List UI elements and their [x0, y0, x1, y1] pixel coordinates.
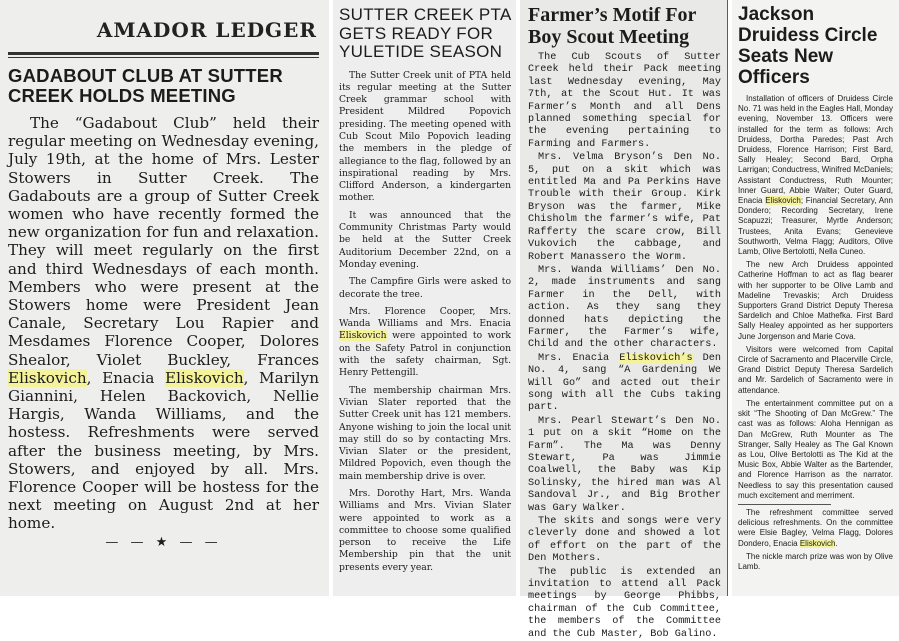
masthead-rule — [8, 52, 319, 58]
clipping-druidess-circle — [732, 0, 899, 596]
headline-pta: SUTTER CREEK PTA GETS READY FOR YULETIDE SEASON — [339, 5, 511, 61]
paragraph: The new Arch Druidess appointed Catherine Hoffman to act as flag bearer with her supporter to be Olive Lamb and Madeline Trevaskis; Arch Druidess Supporters Grand District Deputy Theresa Sardelich and Chloe Mathefka. First Bard Sally Healey appointed as her supporters June Jorgenson and Marie Cova. — [738, 260, 893, 341]
paragraph: The skits and songs were very cleverly done and showed a lot of effort on the part of the Den Mothers. — [528, 516, 721, 565]
newspaper-masthead: AMADOR LEDGER — [96, 18, 317, 42]
headline-druidess: Jackson Druidess Circle Seats New Officers — [738, 4, 878, 88]
headline-gadabout: GADABOUT CLUB AT SUTTER CREEK HOLDS MEETING — [8, 65, 283, 106]
paragraph: The membership chairman Mrs. Vivian Slater reported that the Sutter Creek unit has 121 members. Anyone wishing to join the local unit may still do so by contacting Mrs. Vivian Slater or the president, Mildred Popovich, even though the main membership drive is over. — [339, 384, 511, 482]
highlighted-name: Eliskovich — [164, 368, 244, 387]
footer-star-ornament: — — ★ — — — [105, 534, 222, 550]
clipping-farmers-motif — [520, 0, 728, 640]
paragraph: Mrs. Pearl Stewart’s Den No. 1 put on a skit “Home on the Farm”. The Ma was Denny Stewart, Pa was Jimmie Coalwell, the Baby was Kip Solinsky, the hired man was Al Sandoval Jr., and Big Brother was Gary Walker. — [528, 415, 721, 514]
paragraph: The Campfire Girls were asked to decorate the tree. — [339, 276, 511, 300]
paragraph: The refreshment committee served delicious refreshments. On the committee were Elsie Bagley, Velma Flagg, Dolores Dondero, Enacia Eliskovich. — [738, 507, 893, 548]
clipping-gadabout-club — [0, 0, 329, 596]
paragraph: Mrs. Florence Cooper, Mrs. Wanda Williams and Mrs. Enacia Eliskovich were appointed to work on the Safety Patrol in conjunction with the safety chairman, Sgt. Henry Pettengill. — [339, 305, 511, 379]
highlighted-name: Eliskovich — [799, 538, 836, 548]
column-rule — [738, 504, 831, 505]
paragraph: The nickle march prize was won by Olive Lamb. — [738, 551, 893, 571]
headline-farmers-motif: Farmer’s Motif For Boy Scout Meeting — [528, 4, 697, 48]
paragraph: The Sutter Creek unit of PTA held its regular meeting at the Sutter Creek grammar school with President Mildred Popovich presiding. The meeting opened with Cub Scout Milo Popovich leading the members in the pledge of allegiance to the flag, followed by an inspirational reading by Mrs. Clifford Anderson, a kindergarten mother. — [339, 69, 511, 204]
highlighted-name: Eliskovich — [339, 330, 387, 342]
paragraph: It was announced that the Community Christmas Party would be held at the Sutter Creek Auditorium December 22nd, on a Monday evening. — [339, 209, 511, 270]
highlighted-name: Eliskovich — [765, 196, 801, 206]
paragraph: Visitors were welcomed from Capital Circle of Sacramento and Placerville Circle, Grand District Deputy Theresa Sardelich and Mr. Sardelich of Sacramento were in attendance. — [738, 344, 893, 395]
highlighted-name: Eliskovich’s — [619, 352, 693, 364]
article-body-gadabout: The “Gadabout Club” held their regular meeting on Wednesday evening, July 19th, at the home of Mrs. Lester Stowers in Sutter Creek. The Gadabouts are a group of Sutter Creek women who have recently formed the new organization for fun and relaxation. They will meet regularly on the first and third Wednesdays of each month. Members who were present at the Stowers home were President Jean Canale, Secretary Lou Rapier and Mesdames Florence Cooper, Dolores Shealor, Violet Buckley, Frances Eliskovich, Enacia Eliskovich, Marilyn Giannini, Helen Backovich, Nellie Hargis, Wanda Williams, and the hostess. Refreshments were served after the business meeting, by Mrs. Stowers, and enjoyed by all. Mrs. Florence Cooper will be hostess for the next meeting on August 2nd at her home. — [8, 114, 319, 533]
paragraph: The entertainment committee put on a skit “The Shooting of Dan McGrew.” The cast was as follows: Aloha Hennigan as Dan McGrew, Ruth Mounter as The Stranger, Sally Healey as The Gal Known as Lou, Olive Bertolotti as The Kid at the Music Box, Abbie Walter as the Bartender, and Florence Harrison as the narrator. Needless to say this presentation caused much excitement and merriment. — [738, 398, 893, 500]
paragraph: The Cub Scouts of Sutter Creek held their Pack meeting last Wednesday evening, May 7th, at the Scout Hut. It was Farmer’s Month and all Dens planned something special for the evening pertaining to Farming and Farmers. — [528, 52, 721, 150]
paragraph: The public is extended an invitation to attend all Pack meetings by George Phibbs, chairman of the Cub Committee, the members of the Committee and the Cub Master, Bob Galino. — [528, 566, 721, 640]
paragraph: Mrs. Velma Bryson’s Den No. 5, put on a skit which was entitled Ma and Pa Perkins Have Trouble with their Group. Kirk Bryson was the farmer, Mike Chisholm the farmer’s wife, Pat Rafferty the scare crow, Bill Vukovich the cabbage, and Robert Manassero the Worm. — [528, 152, 721, 263]
paragraph: Mrs. Wanda Williams’ Den No. 2, made instruments and sang Farmer in the Dell, with action. As they sang they donned hats depicting the Farmer, the Farmer’s wife, Child and the other characters. — [528, 264, 721, 351]
paragraph: Installation of officers of Druidess Circle No. 71 was held in the Eagles Hall, Monday evening, November 13. Officers were installed for the term as follows: Arch Druidess, Dortha Paredes; Past Arch Druidess, Florence Harrison; First Bard, Sally Healey; Second Bard, Orpha Larrigan; Conductress, Winifred McDaniels; Assistant Conductress, Ruth Mounter; Inner Guard, Abbie Walter; Outer Guard, Enacia Eliskovich; Financial Secretary, Ann Dondero; Recording Secretary, Irene Scapuzzi; Treasurer, Myrtle Anderson; Trustees, Anita Evans; Genevieve Southworth, Velma Flagg; Auditors, Olive Lamb, Olive Bertolotti, Nella Cuneo. — [738, 94, 894, 257]
paragraph: Mrs. Enacia Eliskovich’s Den No. 4, sang “A Gardening We Will Go” and acted out their song with all the Cubs taking part. — [528, 352, 721, 414]
clipping-pta-yuletide — [333, 0, 516, 596]
highlighted-name: Eliskovich — [8, 368, 87, 387]
paragraph: Mrs. Dorothy Hart, Mrs. Wanda Williams and Mrs. Vivian Slater were appointed to work as a committee to choose some qualified person to receive the Life Membership pin that the unit presents every year. — [339, 488, 511, 573]
